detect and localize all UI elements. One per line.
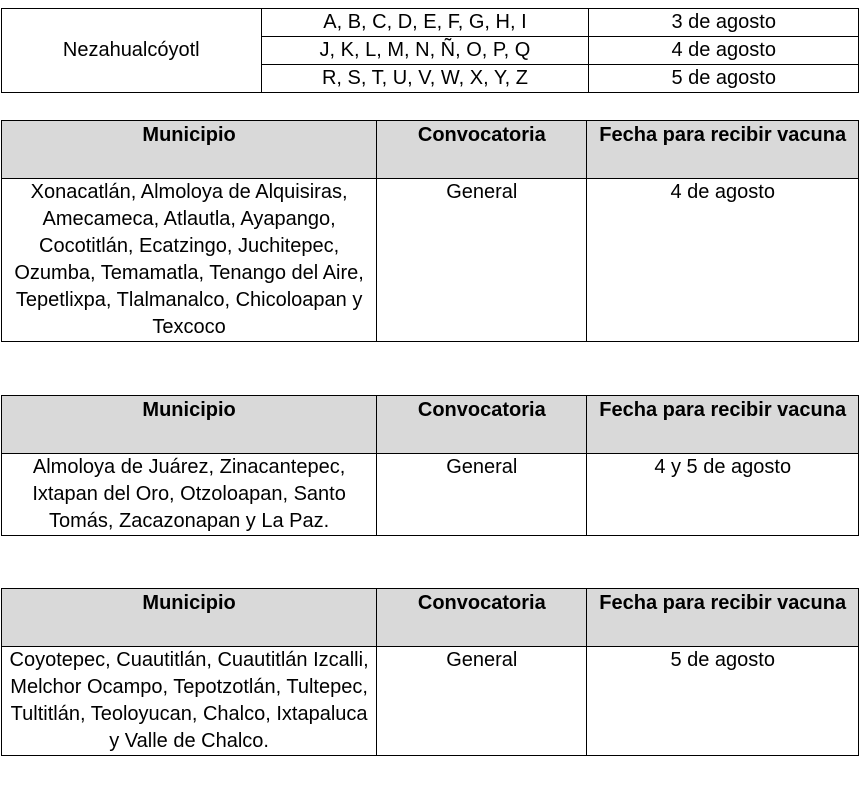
letters-cell: A, B, C, D, E, F, G, H, I <box>261 9 589 37</box>
convocatoria-cell: General <box>377 179 587 342</box>
fecha-cell: 5 de agosto <box>587 647 859 756</box>
header-fecha: Fecha para recibir vacuna <box>587 589 859 647</box>
header-convocatoria: Convocatoria <box>377 121 587 179</box>
nezahualcoyotl-table <box>1 8 859 93</box>
header-municipio: Municipio <box>2 589 377 647</box>
header-convocatoria: Convocatoria <box>377 589 587 647</box>
table-row <box>2 179 859 342</box>
letters-cell: R, S, T, U, V, W, X, Y, Z <box>261 65 589 93</box>
header-municipio: Municipio <box>2 121 377 179</box>
header-convocatoria: Convocatoria <box>377 396 587 454</box>
convocatoria-cell: General <box>377 647 587 756</box>
schedule-table-2 <box>1 395 859 536</box>
table-row <box>2 454 859 536</box>
date-cell: 3 de agosto <box>589 9 859 37</box>
schedule-table-1 <box>1 120 859 342</box>
letters-cell: J, K, L, M, N, Ñ, O, P, Q <box>261 37 589 65</box>
date-cell: 5 de agosto <box>589 65 859 93</box>
header-row <box>2 121 859 179</box>
header-row <box>2 589 859 647</box>
header-row <box>2 396 859 454</box>
schedule-table-3 <box>1 588 859 756</box>
header-fecha: Fecha para recibir vacuna <box>587 121 859 179</box>
date-cell: 4 de agosto <box>589 37 859 65</box>
municipios-cell: Xonacatlán, Almoloya de Alquisiras, Amecameca, Atlautla, Ayapango, Cocotitlán, Ecatzingo, Juchitepec, Ozumba, Temamatla, Tenango del Aire, Tepetlixpa, Tlalmanalco, Chicoloapan y Texcoco <box>2 179 377 342</box>
municipio-cell: Nezahualcóyotl <box>2 9 262 93</box>
fecha-cell: 4 de agosto <box>587 179 859 342</box>
municipios-cell: Coyotepec, Cuautitlán, Cuautitlán Izcalli, Melchor Ocampo, Tepotzotlán, Tultepec, Tultitlán, Teoloyucan, Chalco, Ixtapaluca y Valle de Chalco. <box>2 647 377 756</box>
table-row <box>2 9 859 37</box>
fecha-cell: 4 y 5 de agosto <box>587 454 859 536</box>
header-fecha: Fecha para recibir vacuna <box>587 396 859 454</box>
municipios-cell: Almoloya de Juárez, Zinacantepec, Ixtapan del Oro, Otzoloapan, Santo Tomás, Zacazonapan y La Paz. <box>2 454 377 536</box>
convocatoria-cell: General <box>377 454 587 536</box>
header-municipio: Municipio <box>2 396 377 454</box>
table-row <box>2 647 859 756</box>
